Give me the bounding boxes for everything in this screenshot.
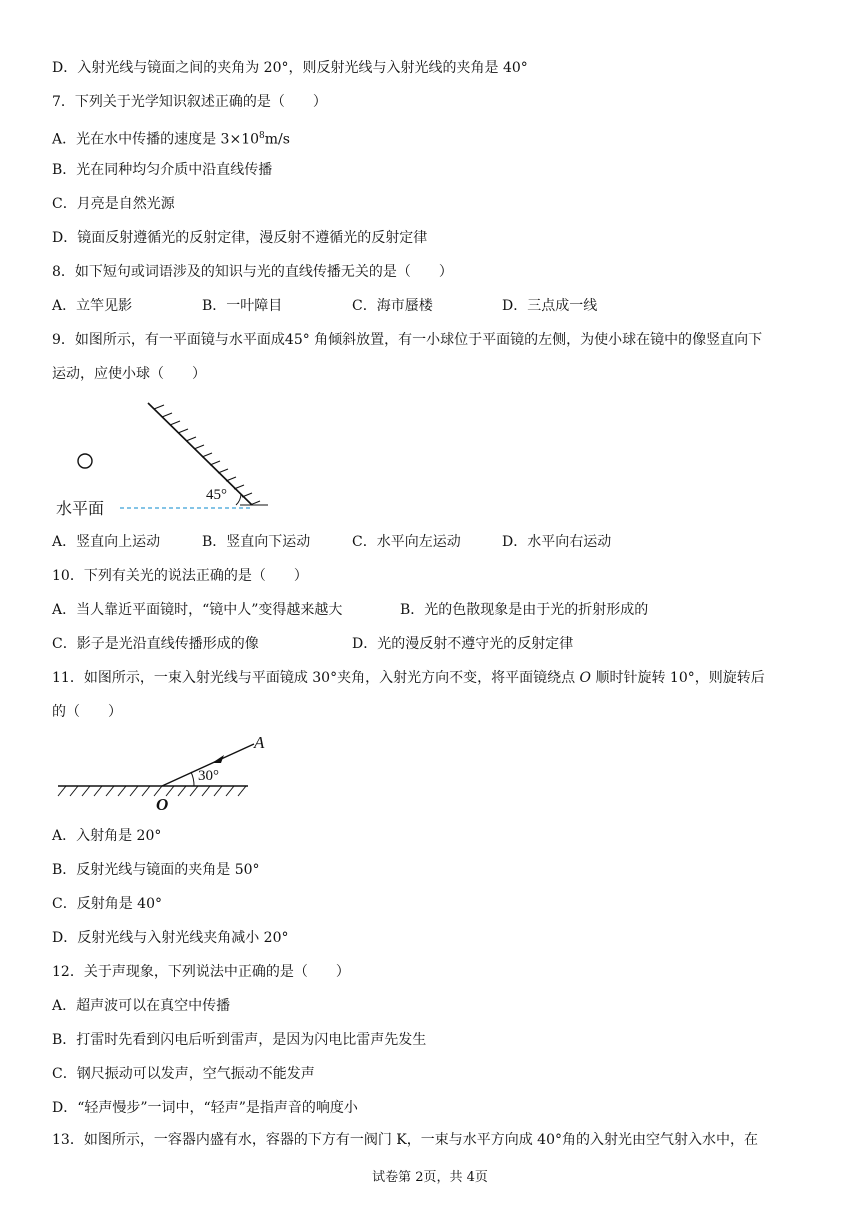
q9-stem-line2: 运动，应使小球（ ） (52, 366, 206, 382)
q8-option-c: C．海市蜃楼 (352, 298, 433, 314)
q12-stem: 12．关于声现象，下列说法中正确的是（ ） (52, 964, 350, 980)
q9-option-d: D．水平向右运动 (502, 534, 612, 550)
q7-stem: 7．下列关于光学知识叙述正确的是（ ） (52, 94, 327, 110)
q12-option-a: A．超声波可以在真空中传播 (52, 998, 231, 1014)
q10-option-b: B．光的色散现象是由于光的折射形成的 (400, 602, 649, 618)
q9-ball (78, 454, 92, 468)
q7-option-c: C．月亮是自然光源 (52, 196, 175, 212)
q8-stem: 8．如下短句或词语涉及的知识与光的直线传播无关的是（ ） (52, 264, 453, 280)
q11-point-a-label: A (254, 733, 265, 752)
q11-mirror (58, 786, 248, 796)
q9-option-c: C．水平向左运动 (352, 534, 461, 550)
q9-option-b: B．竖直向下运动 (202, 534, 311, 550)
q11-stem-line1: 11．如图所示，一束入射光线与平面镜成 30°夹角，入射光方向不变，将平面镜绕点 O 顺时针旋转 10°，则旋转后 (52, 670, 765, 686)
q7-option-b: B．光在同种均匀介质中沿直线传播 (52, 162, 273, 178)
page-footer: 试卷第 2页，共 4页 (372, 1170, 488, 1185)
q11-option-b: B．反射光线与镜面的夹角是 50° (52, 862, 260, 878)
q11-angle-label: 30° (198, 768, 219, 784)
q6-option-d: D．入射光线与镜面之间的夹角为 20°，则反射光线与入射光线的夹角是 40° (52, 60, 528, 76)
q11-stem-line2: 的（ ） (52, 704, 122, 720)
q9-figure (50, 395, 290, 525)
q12-option-d: D．“轻声慢步”一词中，“轻声”是指声音的响度小 (52, 1100, 358, 1116)
q13-stem: 13．如图所示，一容器内盛有水，容器的下方有一阀门 K，一束与水平方向成 40°角的入射光由空气射入水中，在 (52, 1132, 758, 1148)
q10-option-a: A．当人靠近平面镜时，“镜中人”变得越来越大 (52, 602, 343, 618)
q9-angle-label: 45° (206, 487, 227, 503)
q11-angle-arc (191, 772, 194, 786)
q9-stem-line1: 9．如图所示，有一平面镜与水平面成45° 角倾斜放置，有一小球位于平面镜的左侧，为使小球在镜中的像竖直向下 (52, 332, 763, 348)
q7-option-d: D．镜面反射遵循光的反射定律，漫反射不遵循光的反射定律 (52, 230, 428, 246)
q11-point-o-label: O (156, 795, 169, 814)
q10-option-d: D．光的漫反射不遵守光的反射定律 (352, 636, 574, 652)
q11-option-c: C．反射角是 40° (52, 896, 162, 912)
q9-option-a: A．竖直向上运动 (52, 534, 161, 550)
q12-option-c: C．钢尺振动可以发声，空气振动不能发声 (52, 1066, 315, 1082)
q9-horizontal-label: 水平面 (56, 499, 105, 518)
q11-option-d: D．反射光线与入射光线夹角减小 20° (52, 930, 289, 946)
q8-option-d: D．三点成一线 (502, 298, 598, 314)
q10-stem: 10．下列有关光的说法正确的是（ ） (52, 568, 308, 584)
q9-angle-arc (236, 494, 241, 505)
q11-option-a: A．入射角是 20° (52, 828, 162, 844)
q11-figure (52, 730, 282, 815)
q7-option-a: A．光在水中传播的速度是 $3\times 10^8m/s$ (52, 131, 290, 148)
q8-option-b: B．一叶障目 (202, 298, 283, 314)
q8-option-a: A．立竿见影 (52, 298, 133, 314)
q12-option-b: B．打雷时先看到闪电后听到雷声，是因为闪电比雷声先发生 (52, 1032, 427, 1048)
q10-option-c: C．影子是光沿直线传播形成的像 (52, 636, 259, 652)
